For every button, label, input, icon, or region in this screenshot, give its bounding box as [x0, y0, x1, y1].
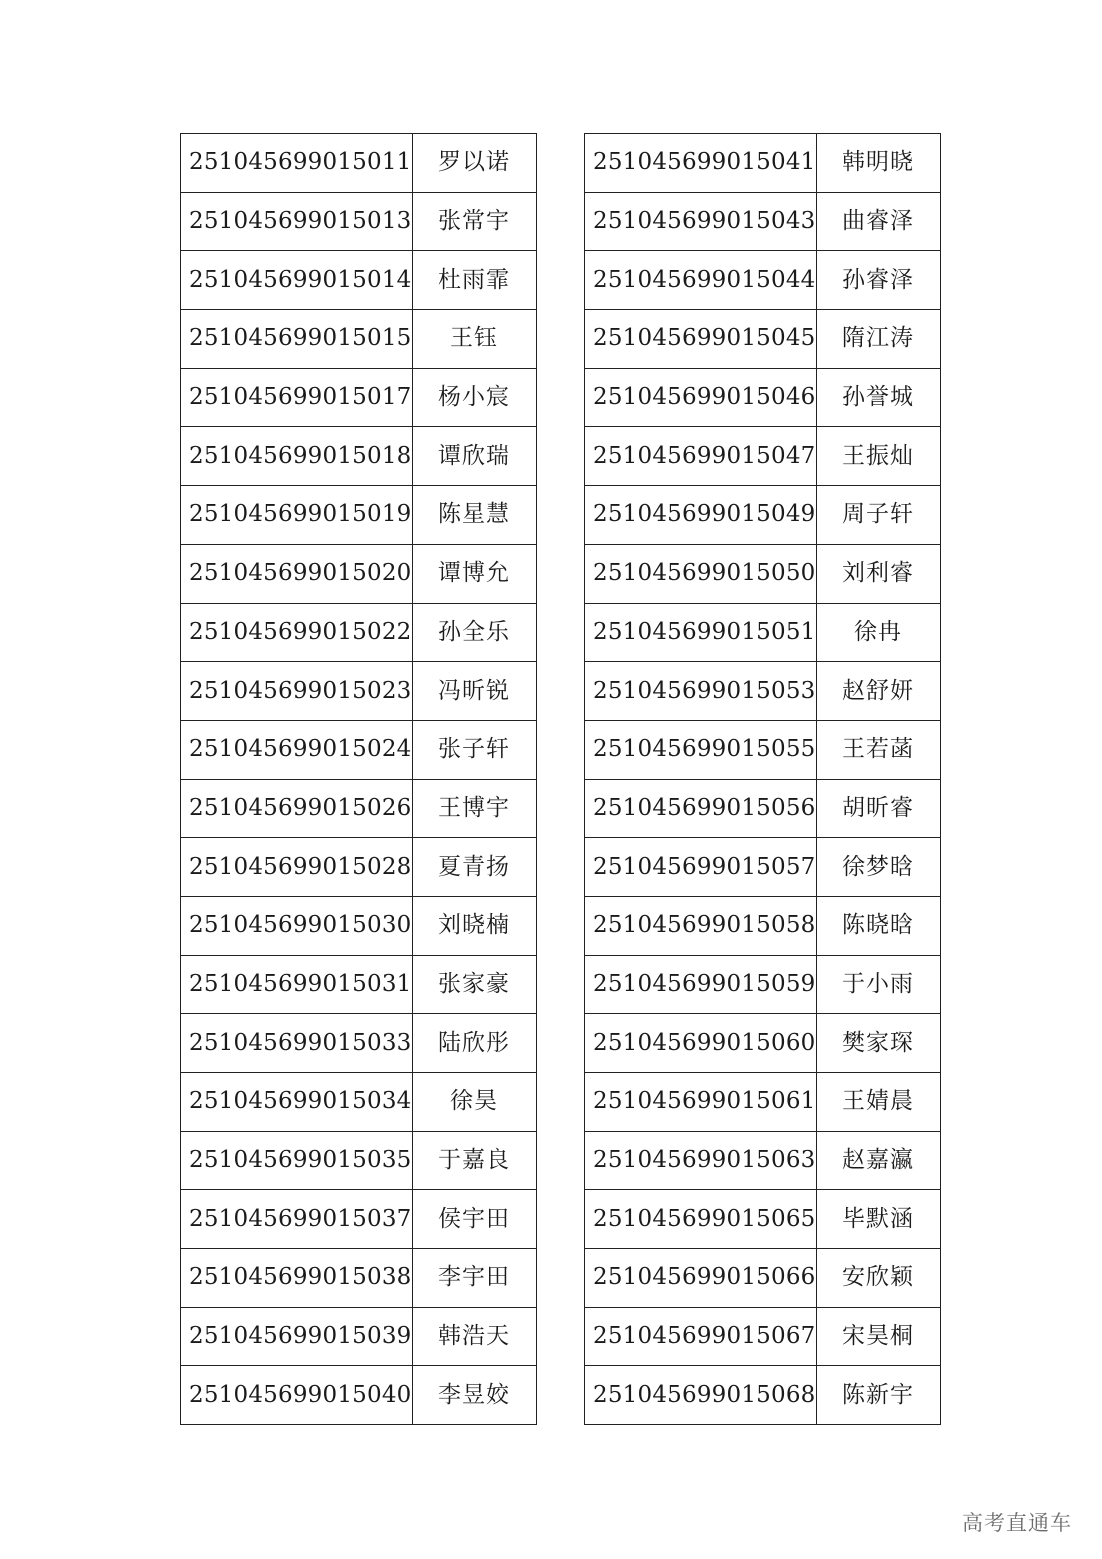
- candidate-id-cell: 251045699015066: [585, 1249, 817, 1308]
- candidate-name-cell: 夏青扬: [412, 838, 536, 897]
- table-row: [585, 720, 941, 779]
- roster-table-left: [180, 133, 537, 1425]
- candidate-id-cell: 251045699015040: [181, 1366, 413, 1425]
- candidate-name-cell: 王钰: [412, 310, 536, 369]
- candidate-name-cell: 陈星慧: [412, 486, 536, 545]
- candidate-name-cell: 冯昕锐: [412, 662, 536, 721]
- candidate-name-cell: 胡昕睿: [816, 779, 940, 838]
- candidate-name-cell: 王博宇: [412, 779, 536, 838]
- candidate-name-cell: 陈新宇: [816, 1366, 940, 1425]
- table-row: [181, 955, 537, 1014]
- candidate-id-cell: 251045699015043: [585, 192, 817, 251]
- candidate-name-cell: 谭博允: [412, 544, 536, 603]
- candidate-name-cell: 赵舒妍: [816, 662, 940, 721]
- candidate-id-cell: 251045699015049: [585, 486, 817, 545]
- candidate-name-cell: 孙睿泽: [816, 251, 940, 310]
- candidate-name-cell: 罗以诺: [412, 134, 536, 193]
- table-row: [585, 251, 941, 310]
- candidate-name-cell: 徐昊: [412, 1073, 536, 1132]
- table-row: [181, 310, 537, 369]
- table-row: [585, 310, 941, 369]
- candidate-name-cell: 陆欣彤: [412, 1014, 536, 1073]
- table-row: [585, 662, 941, 721]
- candidate-id-cell: 251045699015059: [585, 955, 817, 1014]
- candidate-name-cell: 谭欣瑞: [412, 427, 536, 486]
- candidate-name-cell: 李宇田: [412, 1249, 536, 1308]
- candidate-id-cell: 251045699015050: [585, 544, 817, 603]
- candidate-id-cell: 251045699015035: [181, 1131, 413, 1190]
- candidate-id-cell: 251045699015019: [181, 486, 413, 545]
- candidate-name-cell: 王若菡: [816, 720, 940, 779]
- watermark-text: 高考直通车: [962, 1511, 1072, 1535]
- table-row: [585, 1131, 941, 1190]
- table-row: [585, 955, 941, 1014]
- candidate-id-cell: 251045699015034: [181, 1073, 413, 1132]
- table-row: [181, 192, 537, 251]
- table-row: [585, 134, 941, 193]
- candidate-id-cell: 251045699015045: [585, 310, 817, 369]
- table-row: [585, 544, 941, 603]
- table-row: [181, 368, 537, 427]
- candidate-name-cell: 孙全乐: [412, 603, 536, 662]
- table-row: [181, 1366, 537, 1425]
- candidate-id-cell: 251045699015068: [585, 1366, 817, 1425]
- candidate-name-cell: 刘晓楠: [412, 896, 536, 955]
- candidate-id-cell: 251045699015044: [585, 251, 817, 310]
- table-row: [585, 486, 941, 545]
- candidate-id-cell: 251045699015061: [585, 1073, 817, 1132]
- candidate-name-cell: 赵嘉瀛: [816, 1131, 940, 1190]
- candidate-name-cell: 侯宇田: [412, 1190, 536, 1249]
- candidate-name-cell: 王振灿: [816, 427, 940, 486]
- roster-table-right-body: [585, 134, 941, 1425]
- candidate-id-cell: 251045699015039: [181, 1307, 413, 1366]
- candidate-name-cell: 曲睿泽: [816, 192, 940, 251]
- candidate-id-cell: 251045699015051: [585, 603, 817, 662]
- candidate-name-cell: 于小雨: [816, 955, 940, 1014]
- table-row: [181, 896, 537, 955]
- table-row: [181, 779, 537, 838]
- candidate-id-cell: 251045699015067: [585, 1307, 817, 1366]
- candidate-name-cell: 樊家琛: [816, 1014, 940, 1073]
- candidate-name-cell: 张家豪: [412, 955, 536, 1014]
- candidate-id-cell: 251045699015020: [181, 544, 413, 603]
- candidate-id-cell: 251045699015046: [585, 368, 817, 427]
- candidate-id-cell: 251045699015024: [181, 720, 413, 779]
- candidate-id-cell: 251045699015063: [585, 1131, 817, 1190]
- table-row: [585, 1307, 941, 1366]
- candidate-name-cell: 杜雨霏: [412, 251, 536, 310]
- table-row: [181, 1131, 537, 1190]
- table-row: [585, 1190, 941, 1249]
- candidate-name-cell: 王婧晨: [816, 1073, 940, 1132]
- table-row: [181, 662, 537, 721]
- table-row: [181, 486, 537, 545]
- candidate-id-cell: 251045699015017: [181, 368, 413, 427]
- table-row: [181, 1307, 537, 1366]
- candidate-name-cell: 张子轩: [412, 720, 536, 779]
- table-row: [585, 1073, 941, 1132]
- table-row: [181, 1073, 537, 1132]
- candidate-name-cell: 陈晓晗: [816, 896, 940, 955]
- roster-table-right: [584, 133, 941, 1425]
- candidate-id-cell: 251045699015053: [585, 662, 817, 721]
- candidate-id-cell: 251045699015057: [585, 838, 817, 897]
- candidate-name-cell: 刘利睿: [816, 544, 940, 603]
- candidate-id-cell: 251045699015037: [181, 1190, 413, 1249]
- candidate-name-cell: 杨小宸: [412, 368, 536, 427]
- table-row: [181, 427, 537, 486]
- candidate-id-cell: 251045699015018: [181, 427, 413, 486]
- table-row: [181, 134, 537, 193]
- candidate-id-cell: 251045699015038: [181, 1249, 413, 1308]
- candidate-id-cell: 251045699015058: [585, 896, 817, 955]
- table-row: [181, 720, 537, 779]
- candidate-name-cell: 孙誉城: [816, 368, 940, 427]
- table-row: [585, 838, 941, 897]
- candidate-id-cell: 251045699015065: [585, 1190, 817, 1249]
- table-row: [181, 544, 537, 603]
- candidate-id-cell: 251045699015047: [585, 427, 817, 486]
- table-row: [585, 896, 941, 955]
- candidate-id-cell: 251045699015030: [181, 896, 413, 955]
- candidate-id-cell: 251045699015041: [585, 134, 817, 193]
- table-row: [585, 1249, 941, 1308]
- candidate-id-cell: 251045699015011: [181, 134, 413, 193]
- candidate-id-cell: 251045699015056: [585, 779, 817, 838]
- table-row: [181, 838, 537, 897]
- table-row: [585, 603, 941, 662]
- candidate-id-cell: 251045699015022: [181, 603, 413, 662]
- table-row: [181, 1014, 537, 1073]
- table-row: [585, 1014, 941, 1073]
- candidate-name-cell: 徐梦晗: [816, 838, 940, 897]
- table-row: [585, 779, 941, 838]
- roster-table-left-body: [181, 134, 537, 1425]
- table-row: [181, 1190, 537, 1249]
- candidate-id-cell: 251045699015014: [181, 251, 413, 310]
- candidate-name-cell: 隋江涛: [816, 310, 940, 369]
- candidate-id-cell: 251045699015015: [181, 310, 413, 369]
- candidate-id-cell: 251045699015055: [585, 720, 817, 779]
- candidate-name-cell: 安欣颖: [816, 1249, 940, 1308]
- candidate-id-cell: 251045699015031: [181, 955, 413, 1014]
- candidate-name-cell: 周子轩: [816, 486, 940, 545]
- candidate-id-cell: 251045699015013: [181, 192, 413, 251]
- table-row: [585, 1366, 941, 1425]
- candidate-name-cell: 李昱姣: [412, 1366, 536, 1425]
- candidate-name-cell: 韩浩天: [412, 1307, 536, 1366]
- table-row: [181, 603, 537, 662]
- table-row: [181, 1249, 537, 1308]
- candidate-name-cell: 毕默涵: [816, 1190, 940, 1249]
- candidate-name-cell: 张常宇: [412, 192, 536, 251]
- table-row: [585, 192, 941, 251]
- candidate-id-cell: 251045699015033: [181, 1014, 413, 1073]
- table-row: [585, 427, 941, 486]
- table-row: [181, 251, 537, 310]
- candidate-name-cell: 宋昊桐: [816, 1307, 940, 1366]
- candidate-id-cell: 251045699015060: [585, 1014, 817, 1073]
- candidate-name-cell: 韩明晓: [816, 134, 940, 193]
- candidate-id-cell: 251045699015023: [181, 662, 413, 721]
- table-row: [585, 368, 941, 427]
- candidate-id-cell: 251045699015028: [181, 838, 413, 897]
- candidate-name-cell: 于嘉良: [412, 1131, 536, 1190]
- candidate-id-cell: 251045699015026: [181, 779, 413, 838]
- candidate-name-cell: 徐冉: [816, 603, 940, 662]
